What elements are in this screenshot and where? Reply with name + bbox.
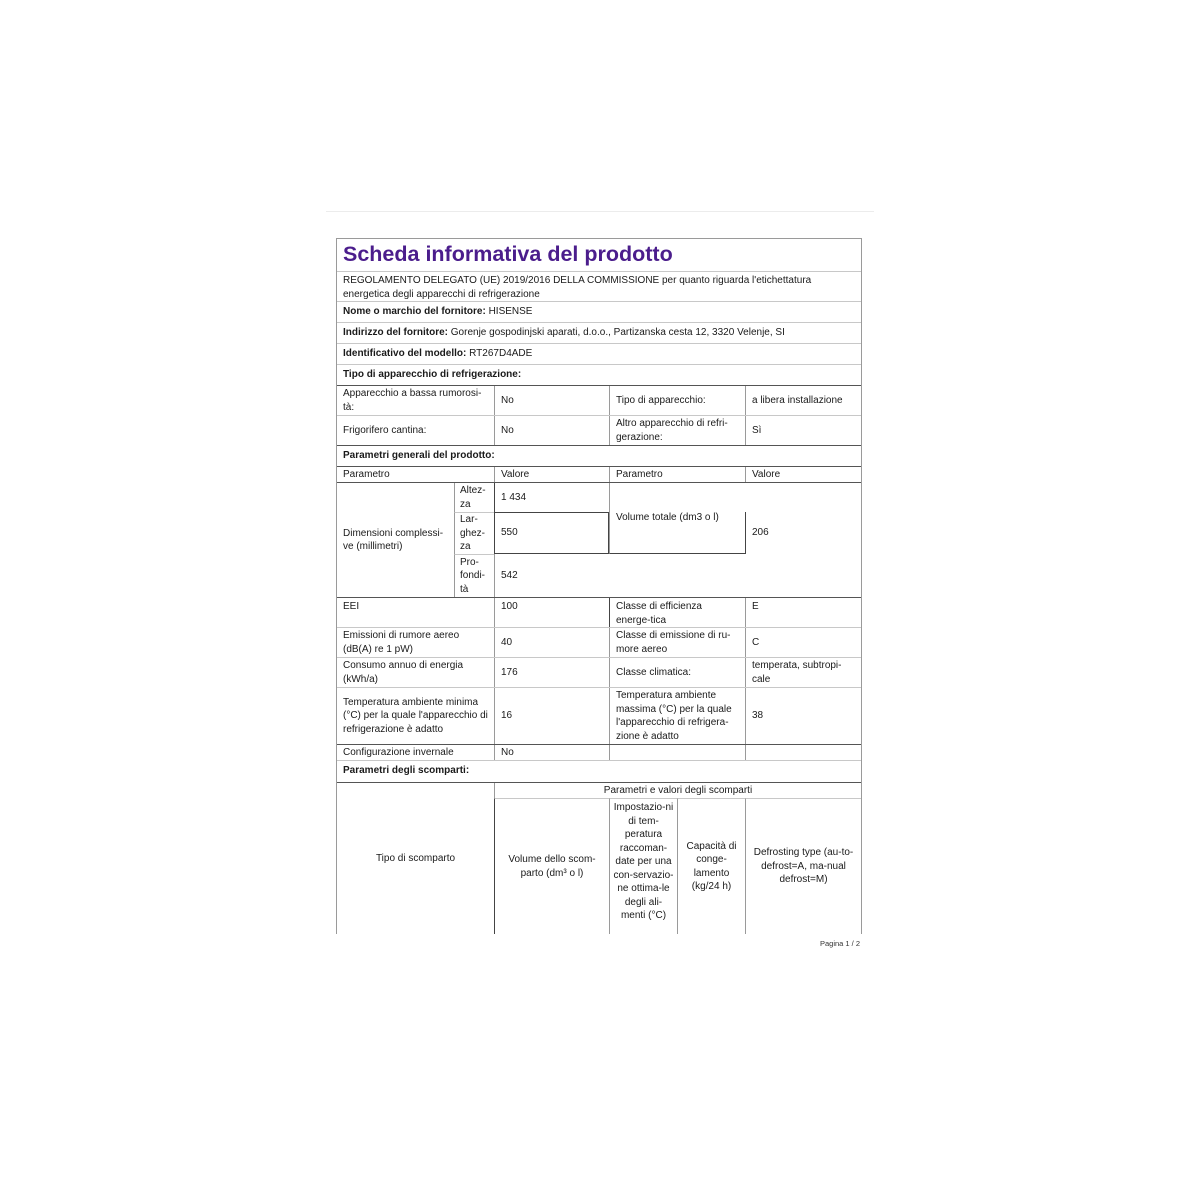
wine-storage-label: Frigorifero cantina: [343, 424, 427, 436]
page-top-edge [326, 211, 874, 212]
width-value: 550 [494, 512, 609, 554]
supplier-name-value: HISENSE [488, 306, 533, 317]
model-id-label: Identificativo del modello: [343, 348, 467, 359]
winter-setting-label: Configurazione invernale [343, 746, 454, 758]
wine-storage-value: No [494, 416, 609, 445]
noise-label: Emissioni di rumore aereo (dB(A) re 1 pW) [343, 630, 460, 655]
winter-empty-value [745, 745, 861, 760]
other-appliance-label: Altro apparecchio di refri-gerazione: [609, 416, 745, 445]
low-noise-value: No [494, 386, 609, 415]
supplier-name-label: Nome o marchio del fornitore: [343, 306, 486, 317]
supplier-name-row [337, 302, 861, 323]
height-label: Altez-za [454, 483, 494, 512]
min-temp-label: Temperatura ambiente minima (°C) per la quale l'apparecchio di refrigerazione è adatto [343, 696, 488, 735]
page-title: Scheda informativa del prodotto [337, 239, 861, 272]
total-volume-value: 206 [745, 512, 861, 554]
temperature-row [337, 688, 861, 745]
regulation-text: REGOLAMENTO DELEGATO (UE) 2019/2016 DELLA COMMISSIONE per quanto riguarda l'etichettatura energetica degli apparecchi di refrigerazione [343, 275, 812, 300]
low-noise-label: Apparecchio a bassa rumorosi-tà: [343, 388, 482, 413]
compartments-heading: Parametri degli scomparti: [343, 765, 470, 776]
noise-value: 40 [494, 628, 609, 657]
appliance-kind-value: a libera installazione [745, 386, 861, 415]
energy-class-value: E [745, 598, 861, 627]
depth-value: 542 [494, 554, 609, 597]
total-volume-label: Volume totale (dm3 o l) [609, 483, 745, 554]
compartment-freezing-header: Capacità di conge-lamento (kg/24 h) [677, 798, 745, 934]
col-header-value: Valore [494, 467, 609, 482]
climate-class-label: Classe climatica: [609, 658, 745, 687]
width-label: Lar-ghez-za [454, 512, 494, 554]
product-information-sheet [336, 238, 862, 934]
compartment-type-header: Tipo di scomparto [375, 852, 456, 864]
supplier-address-label: Indirizzo del fornitore: [343, 327, 448, 338]
model-id-value: RT267D4ADE [469, 348, 533, 359]
compartment-defrost-header: Defrosting type (au-to-defrost=A, ma-nual defrost=M) [745, 798, 861, 934]
other-appliance-value: Sì [745, 416, 861, 445]
page-number: Pagina 1 / 2 [819, 939, 860, 948]
col-header-parameter-2: Parametro [609, 467, 745, 482]
compartment-temp-header: Impostazio-ni di tem-peratura raccoman-date per una con-servazio-ne ottima-le degli ali-menti (°C) [609, 798, 677, 934]
min-temp-value: 16 [494, 688, 609, 744]
col-header-parameter: Parametro [343, 468, 390, 480]
winter-empty-label [609, 745, 745, 760]
appliance-kind-label: Tipo di apparecchio: [609, 386, 745, 415]
appliance-type-heading: Tipo di apparecchio di refrigerazione: [343, 369, 522, 380]
consumption-label: Consumo annuo di energia (kWh/a) [343, 660, 464, 685]
eei-label: EEI [343, 601, 360, 612]
climate-class-value: temperata, subtropi-cale [745, 658, 861, 687]
noise-class-label: Classe di emissione di ru-more aereo [609, 628, 745, 657]
dimensions-row [337, 483, 861, 598]
depth-label: Pro-fondi-tà [454, 554, 494, 597]
compartments-heading-row [337, 761, 861, 783]
height-value: 1 434 [494, 483, 609, 512]
compartment-params-group-header: Parametri e valori degli scomparti [494, 783, 861, 798]
eei-value: 100 [494, 598, 609, 627]
general-params-header-row [337, 467, 861, 483]
regulation-row [337, 272, 861, 302]
consumption-value: 176 [494, 658, 609, 687]
consumption-row [337, 658, 861, 688]
winter-setting-value: No [494, 745, 609, 760]
max-temp-value: 38 [745, 688, 861, 744]
general-params-heading: Parametri generali del prodotto: [343, 450, 495, 461]
col-header-value-2: Valore [745, 467, 861, 482]
appliance-type-row-1 [337, 386, 861, 416]
noise-row [337, 628, 861, 658]
energy-class-label: Classe di efficienza energe-tica [609, 598, 745, 627]
appliance-type-row-2 [337, 416, 861, 446]
max-temp-label: Temperatura ambiente massima (°C) per la quale l'apparecchio di refrigera-zione è adatto [609, 688, 745, 744]
dimensions-label: Dimensioni complessi-ve (millimetri) [343, 527, 444, 552]
winter-setting-row [337, 745, 861, 761]
supplier-address-value: Gorenje gospodinjski aparati, d.o.o., Partizanska cesta 12, 3320 Velenje, SI [450, 327, 785, 338]
appliance-type-heading-row [337, 365, 861, 386]
model-id-row [337, 344, 861, 365]
noise-class-value: C [745, 628, 861, 657]
general-params-heading-row [337, 446, 861, 467]
supplier-address-row [337, 323, 861, 344]
compartment-volume-header: Volume dello scom-parto (dm³ o l) [494, 798, 609, 934]
eei-row [337, 598, 861, 628]
compartments-header-row [337, 783, 861, 934]
